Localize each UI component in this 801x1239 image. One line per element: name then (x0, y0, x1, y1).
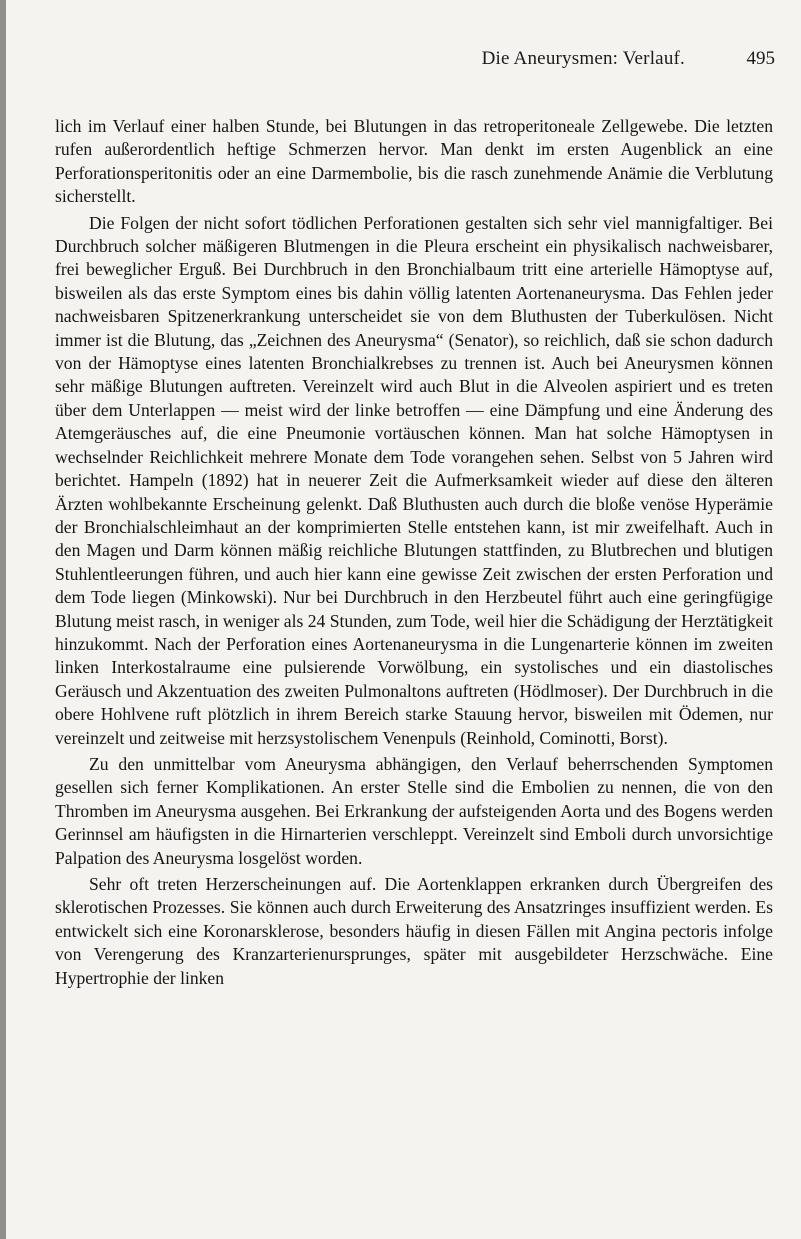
paragraph-2: Die Folgen der nicht sofort tödlichen Perforationen gestalten sich sehr viel mannigfaltiger. Bei Durchbruch solcher mäßigeren Blutmengen in die Pleura erscheint ein physikalisch nachweisbarer, frei beweglicher Erguß. Bei Durchbruch in den Bronchialbaum tritt eine arterielle Hämoptyse auf, bisweilen als das erste Symptom eines bis dahin völlig latenten Aortenaneurysma. Das Fehlen jeder nachweisbaren Spitzenerkrankung unterscheidet sie von dem Bluthusten der Tuberkulösen. Nicht immer ist die Blutung, das „Zeichnen des Aneurysma“ (Senator), so reichlich, daß sie schon dadurch von der Hämoptyse eines latenten Bronchialkrebses zu trennen ist. Auch bei Aneurysmen können sehr mäßige Blutungen auftreten. Vereinzelt wird auch Blut in die Alveolen aspiriert und es treten über dem Unterlappen — meist wird der linke betroffen — eine Dämpfung und eine Änderung des Atemgeräusches auf, die eine Pneumonie vortäuschen können. Man hat solche Hämoptysen in wechselnder Reichlichkeit mehrere Monate dem Tode vorangehen sehen. Selbst von 5 Jahren wird berichtet. Hampeln (1892) hat in neuerer Zeit die Aufmerksamkeit wieder auf diese den älteren Ärzten wohlbekannte Erscheinung gelenkt. Daß Bluthusten auch durch die bloße venöse Hyperämie der Bronchialschleimhaut an der komprimierten Stelle entstehen kann, ist mir zweifelhaft. Auch in den Magen und Darm können mäßig reichliche Blutungen stattfinden, zu Blutbrechen und blutigen Stuhlentleerungen führen, und auch hier kann eine gewisse Zeit zwischen der ersten Perforation und dem Tode liegen (Minkowski). Nur bei Durchbruch in den Herzbeutel führt auch eine geringfügige Blutung meist rasch, in weniger als 24 Stunden, zum Tode, weil hier die Schädigung der Herztätigkeit hinzukommt. Nach der Perforation eines Aortenaneurysma in die Lungenarterie können im zweiten linken Interkostalraume eine pulsierende Vorwölbung, ein systolisches und ein diastolisches Geräusch und Akzentuation des zweiten Pulmonaltons auftreten (Hödlmoser). Der Durchbruch in die obere Hohlvene ruft plötzlich in ihrem Bereich starke Stauung hervor, bisweilen mit Ödemen, nur vereinzelt und zeitweise mit herzsystolischem Venenpuls (Reinhold, Cominotti, Borst). (55, 212, 773, 748)
page-binding-edge (0, 0, 6, 1239)
page-number: 495 (746, 48, 775, 69)
paragraph-4: Sehr oft treten Herzerscheinungen auf. Die Aortenklappen erkranken durch Übergreifen des sklerotischen Prozesses. Sie können auch durch Erweiterung des Ansatzringes insuffizient werden. Es entwickelt sich eine Koronarsklerose, besonders häufig in diesen Fällen mit Angina pectoris infolge von Verengerung des Kranzarterienursprunges, später mit ausgebildeter Herzschwäche. Eine Hypertrophie der linken (55, 874, 773, 988)
paragraph-1: lich im Verlauf einer halben Stunde, bei Blutungen in das retroperitoneale Zellgewebe. Die letzten rufen außerordentlich heftige Schmerzen hervor. Man denkt im ersten Augenblick an eine Perforationsperitonitis oder an eine Darmembolie, bis die rasch zunehmende Anämie die Verblutung sicherstellt. (55, 116, 773, 207)
running-head: Die Aneurysmen: Verlauf. (481, 48, 685, 69)
paragraph-3: Zu den unmittelbar vom Aneurysma abhängigen, den Verlauf beherrschenden Symptomen gesellen sich ferner Komplikationen. An erster Stelle sind die Embolien zu nennen, die von den Thromben im Aneurysma ausgehen. Bei Erkrankung der aufsteigenden Aorta und des Bogens werden Gerinnsel am häufigsten in die Hirnarterien verschleppt. Vereinzelt sind Emboli durch unvorsichtige Palpation des Aneurysma losgelöst worden. (55, 753, 773, 868)
body-text (55, 115, 773, 990)
page-header (55, 48, 775, 78)
